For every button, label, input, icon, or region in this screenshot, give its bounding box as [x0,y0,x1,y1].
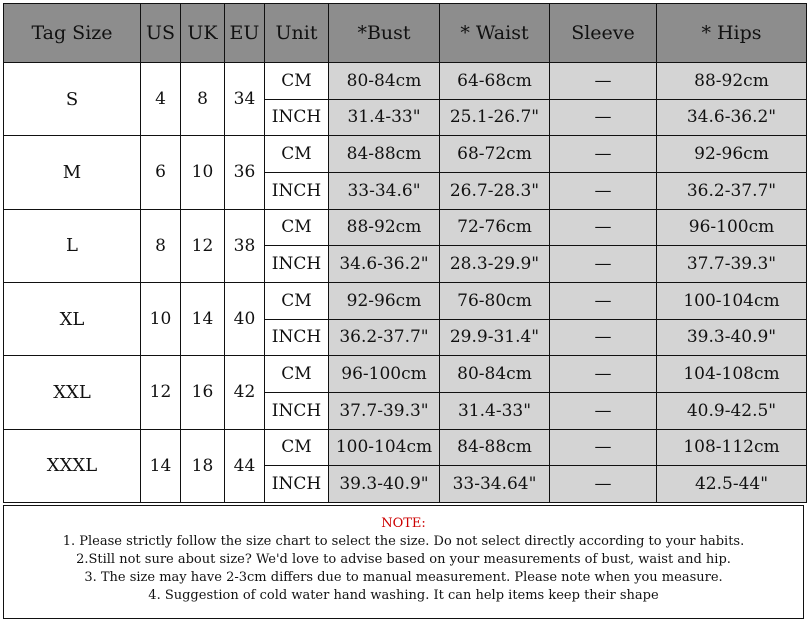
header-row [4,4,807,63]
unit-cell: CM [265,209,329,246]
waist-cell: 64-68cm [440,63,550,100]
hips-cell: 96-100cm [657,209,807,246]
unit-cell: INCH [265,319,329,356]
waist-cell: 33-34.64" [440,466,550,503]
sleeve-cell: — [550,99,657,136]
note-title: NOTE: [381,516,426,531]
unit-cell: INCH [265,466,329,503]
eu-size-cell: 34 [225,63,265,136]
note-line: 4. Suggestion of cold water hand washing. It can help items keep their shape [148,588,659,603]
tag-size-cell: XL [4,282,141,355]
header-unit: Unit [265,4,329,63]
notes-box [3,505,804,619]
us-size-cell: 6 [141,136,181,209]
bust-cell: 80-84cm [329,63,440,100]
header-bust: *Bust [329,4,440,63]
bust-cell: 33-34.6" [329,172,440,209]
waist-cell: 76-80cm [440,282,550,319]
us-size-cell: 10 [141,282,181,355]
sleeve-cell: — [550,136,657,173]
hips-cell: 40.9-42.5" [657,392,807,429]
hips-cell: 42.5-44" [657,466,807,503]
waist-cell: 28.3-29.9" [440,246,550,283]
sleeve-cell: — [550,466,657,503]
sleeve-cell: — [550,319,657,356]
hips-cell: 37.7-39.3" [657,246,807,283]
uk-size-cell: 8 [181,63,225,136]
table-row [4,63,807,100]
size-chart-table [3,3,807,503]
header-tag-size: Tag Size [4,4,141,63]
bust-cell: 34.6-36.2" [329,246,440,283]
uk-size-cell: 14 [181,282,225,355]
unit-cell: CM [265,356,329,393]
eu-size-cell: 44 [225,429,265,502]
hips-cell: 39.3-40.9" [657,319,807,356]
sleeve-cell: — [550,282,657,319]
us-size-cell: 12 [141,356,181,429]
tag-size-cell: S [4,63,141,136]
eu-size-cell: 42 [225,356,265,429]
waist-cell: 26.7-28.3" [440,172,550,209]
waist-cell: 29.9-31.4" [440,319,550,356]
hips-cell: 104-108cm [657,356,807,393]
note-line: 3. The size may have 2-3cm differs due to manual measurement. Please note when you measure. [84,570,723,585]
us-size-cell: 14 [141,429,181,502]
hips-cell: 34.6-36.2" [657,99,807,136]
tag-size-cell: M [4,136,141,209]
waist-cell: 72-76cm [440,209,550,246]
header-us: US [141,4,181,63]
bust-cell: 88-92cm [329,209,440,246]
table-row [4,209,807,246]
bust-cell: 92-96cm [329,282,440,319]
sleeve-cell: — [550,63,657,100]
sleeve-cell: — [550,429,657,466]
header-waist: * Waist [440,4,550,63]
bust-cell: 31.4-33" [329,99,440,136]
header-sleeve: Sleeve [550,4,657,63]
eu-size-cell: 38 [225,209,265,282]
unit-cell: CM [265,63,329,100]
uk-size-cell: 10 [181,136,225,209]
uk-size-cell: 12 [181,209,225,282]
table-row [4,136,807,173]
sleeve-cell: — [550,246,657,283]
sleeve-cell: — [550,356,657,393]
bust-cell: 36.2-37.7" [329,319,440,356]
hips-cell: 108-112cm [657,429,807,466]
us-size-cell: 4 [141,63,181,136]
waist-cell: 31.4-33" [440,392,550,429]
unit-cell: INCH [265,172,329,209]
eu-size-cell: 36 [225,136,265,209]
unit-cell: CM [265,282,329,319]
header-hips: * Hips [657,4,807,63]
waist-cell: 25.1-26.7" [440,99,550,136]
tag-size-cell: XXL [4,356,141,429]
sleeve-cell: — [550,209,657,246]
us-size-cell: 8 [141,209,181,282]
eu-size-cell: 40 [225,282,265,355]
unit-cell: INCH [265,392,329,429]
header-eu: EU [225,4,265,63]
table-row [4,282,807,319]
bust-cell: 37.7-39.3" [329,392,440,429]
bust-cell: 39.3-40.9" [329,466,440,503]
waist-cell: 84-88cm [440,429,550,466]
note-line: 1. Please strictly follow the size chart to select the size. Do not select directly according to your habits. [62,534,745,549]
unit-cell: INCH [265,99,329,136]
hips-cell: 92-96cm [657,136,807,173]
unit-cell: CM [265,429,329,466]
tag-size-cell: L [4,209,141,282]
uk-size-cell: 18 [181,429,225,502]
table-row [4,356,807,393]
hips-cell: 100-104cm [657,282,807,319]
note-line: 2.Still not sure about size? We'd love to advise based on your measurements of bust, waist and hip. [76,552,731,567]
bust-cell: 100-104cm [329,429,440,466]
tag-size-cell: XXXL [4,429,141,502]
sleeve-cell: — [550,172,657,209]
bust-cell: 96-100cm [329,356,440,393]
hips-cell: 36.2-37.7" [657,172,807,209]
hips-cell: 88-92cm [657,63,807,100]
table-row [4,429,807,466]
waist-cell: 80-84cm [440,356,550,393]
unit-cell: INCH [265,246,329,283]
header-uk: UK [181,4,225,63]
uk-size-cell: 16 [181,356,225,429]
bust-cell: 84-88cm [329,136,440,173]
sleeve-cell: — [550,392,657,429]
unit-cell: CM [265,136,329,173]
waist-cell: 68-72cm [440,136,550,173]
